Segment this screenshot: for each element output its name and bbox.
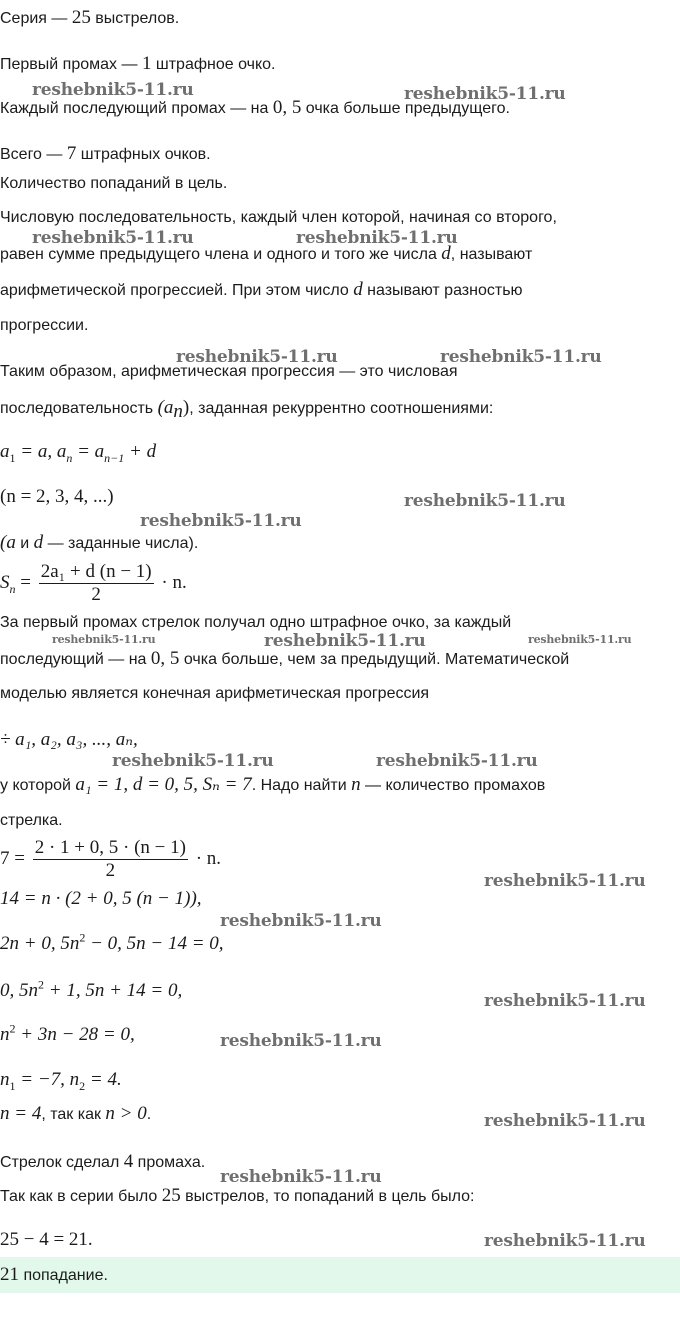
watermark: reshebnik5-11.ru [376,751,538,771]
watermark: reshebnik5-11.ru [140,511,302,531]
formula-roots: $n_1 = -7$, $n_2 = 4$. [0,1069,122,1093]
formula-line-25: 0, $5n^2 + 1$, 5n + 14 = 0, [0,977,183,1001]
watermark: reshebnik5-11.ru [112,751,274,771]
text-line-1: Серия — 25 выстрелов. [0,7,180,28]
watermark: reshebnik5-11.ru [32,80,194,100]
watermark: reshebnik5-11.ru [404,491,566,511]
fraction-equation: $\frac{2 \cdot 1 + 0, 5 \cdot (n - 1)}{2}$ [34,837,186,882]
watermark: reshebnik5-11.ru [528,633,632,646]
watermark: reshebnik5-11.ru [220,1031,382,1051]
text-line-7: равен сумме предыдущего члена и одного и того же числа d, называют [0,243,533,264]
text-line-28: n = 4, так как n > 0. [0,1103,152,1124]
text-line-21: стрелка. [0,812,63,829]
watermark: reshebnik5-11.ru [52,633,156,646]
formula-final: 25 − 4 = 21. [0,1229,93,1250]
watermark: reshebnik5-11.ru [220,1167,382,1187]
formula-line-26: $n^2 + 3n - 28 = 0$, [0,1021,135,1045]
text-line-11: последовательность $(a_n)$, заданная рекуррентно соотношениями: [0,397,494,423]
answer-box [0,1257,680,1293]
watermark: reshebnik5-11.ru [484,1111,646,1131]
watermark: reshebnik5-11.ru [264,631,426,651]
watermark: reshebnik5-11.ru [484,991,646,1011]
answer-text: 21 попадание. [0,1264,108,1285]
watermark: reshebnik5-11.ru [484,1231,646,1251]
watermark: reshebnik5-11.ru [32,228,194,248]
watermark: reshebnik5-11.ru [440,347,602,367]
formula-n-range: (n = 2, 3, 4, ...) [0,486,114,507]
text-line-4: Всего — 7 штрафных очков. [0,143,211,164]
text-line-30: Так как в серии было 25 выстрелов, то попаданий в цель было: [0,1185,475,1206]
formula-equation-7: 7 = $\frac{2 \cdot 1 + 0, 5 \cdot (n - 1)}{2}$ · n. [0,837,222,882]
text-line-6: Числовую последовательность, каждый член которой, начиная со второго, [0,209,557,226]
watermark: reshebnik5-11.ru [404,84,566,104]
watermark: reshebnik5-11.ru [220,911,382,931]
text-line-14: (a и d — заданные числа). [0,532,199,553]
formula-line-24: 2n + 0, $5n^2 - 0$, 5n − 14 = 0, [0,930,224,954]
text-line-2: Первый промах — 1 штрафное очко. [0,53,276,74]
watermark: reshebnik5-11.ru [296,228,458,248]
fraction-sum: $\frac{\text{2a₁ + d (n − 1)}}{2}$ [40,561,152,606]
text-line-3: Каждый последующий промах — на 0, 5 очка больше предыдущего. [0,97,510,118]
watermark: reshebnik5-11.ru [484,871,646,891]
text-line-18: моделью является конечная арифметическая прогрессия [0,685,430,702]
watermark: reshebnik5-11.ru [176,347,338,367]
formula-sum: $S_n$ = $\frac{\text{2a₁ + d (n − 1)}}{2}$ · n. [0,561,187,606]
text-line-17: последующий — на 0, 5 очка больше, чем за предыдущий. Математической [0,648,570,669]
text-line-5: Количество попаданий в цель. [0,175,228,192]
text-line-8: арифметической прогрессией. При этом число d называют разностью [0,279,523,300]
formula-line-23: 14 = n · (2 + 0, 5 (n − 1)), [0,888,202,909]
text-line-16: За первый промах стрелок получал одно штрафное очко, за каждый [0,614,512,631]
text-line-29: Стрелок сделал 4 промаха. [0,1151,206,1172]
text-line-10: Таким образом, арифметическая прогрессия — это числовая [0,363,458,380]
text-line-9: прогрессии. [0,317,89,334]
formula-recurrence: $a_1 = a$, $a_n = a_{n-1} + d$ [0,441,157,465]
text-line-20: у которой a₁ = 1, d = 0, 5, Sₙ = 7. Надо найти n — количество промахов [0,774,546,795]
formula-progression: ÷ a₁, a₂, a₃, ..., aₙ, [0,729,138,750]
